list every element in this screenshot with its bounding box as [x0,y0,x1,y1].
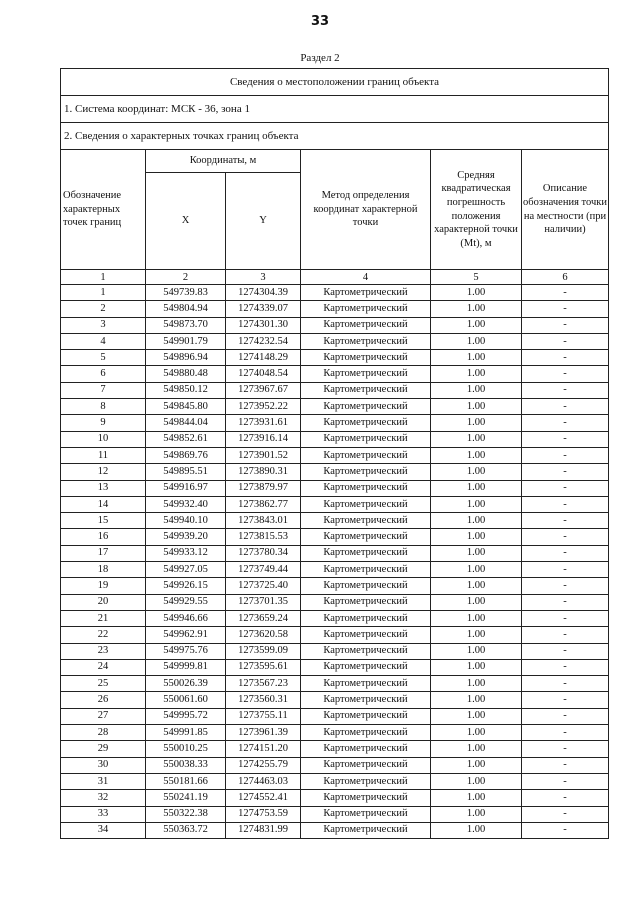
y-coordinate-cell: 1273862.77 [226,496,301,512]
table-row [61,317,609,333]
error-cell: 1.00 [431,578,522,594]
description-cell: - [522,431,609,447]
error-cell: 1.00 [431,676,522,692]
point-number-cell: 6 [61,366,146,382]
error-cell: 1.00 [431,480,522,496]
description-cell: - [522,708,609,724]
error-cell: 1.00 [431,627,522,643]
x-coordinate-cell: 549975.76 [146,643,226,659]
error-cell: 1.00 [431,594,522,610]
header-error: Средняя квадратическая погрешность положения характерной точки (Mt), м [431,150,522,270]
point-number-cell: 23 [61,643,146,659]
description-cell: - [522,496,609,512]
point-number-cell: 1 [61,285,146,301]
method-cell: Картометрический [301,806,431,822]
method-cell: Картометрический [301,431,431,447]
method-cell: Картометрический [301,610,431,626]
method-cell: Картометрический [301,692,431,708]
point-number-cell: 24 [61,659,146,675]
y-coordinate-cell: 1273952.22 [226,399,301,415]
header-x: X [146,173,226,270]
point-number-cell: 33 [61,806,146,822]
point-number-cell: 9 [61,415,146,431]
x-coordinate-cell: 549901.79 [146,333,226,349]
method-cell: Картометрический [301,447,431,463]
y-coordinate-cell: 1274232.54 [226,333,301,349]
x-coordinate-cell: 549869.76 [146,447,226,463]
table-row [61,415,609,431]
x-coordinate-cell: 549850.12 [146,382,226,398]
table-row [61,806,609,822]
column-number: 2 [146,270,226,285]
point-number-cell: 10 [61,431,146,447]
description-cell: - [522,806,609,822]
y-coordinate-cell: 1273890.31 [226,464,301,480]
x-coordinate-cell: 550026.39 [146,676,226,692]
description-cell: - [522,773,609,789]
table-row [61,610,609,626]
point-number-cell: 16 [61,529,146,545]
y-coordinate-cell: 1274304.39 [226,285,301,301]
point-number-cell: 13 [61,480,146,496]
x-coordinate-cell: 549844.04 [146,415,226,431]
boundary-points-table [60,68,609,839]
description-cell: - [522,659,609,675]
description-cell: - [522,333,609,349]
method-cell: Картометрический [301,545,431,561]
error-cell: 1.00 [431,822,522,838]
table-row [61,464,609,480]
method-cell: Картометрический [301,659,431,675]
y-coordinate-cell: 1274831.99 [226,822,301,838]
method-cell: Картометрический [301,578,431,594]
point-number-cell: 11 [61,447,146,463]
method-cell: Картометрический [301,366,431,382]
section-label: Раздел 2 [300,52,340,64]
error-cell: 1.00 [431,529,522,545]
method-cell: Картометрический [301,643,431,659]
description-cell: - [522,317,609,333]
table-row [61,692,609,708]
description-cell: - [522,301,609,317]
table-row [61,529,609,545]
table-row [61,822,609,838]
y-coordinate-cell: 1273599.09 [226,643,301,659]
table-row [61,773,609,789]
y-coordinate-cell: 1273931.61 [226,415,301,431]
table-row [61,496,609,512]
description-cell: - [522,464,609,480]
error-cell: 1.00 [431,562,522,578]
method-cell: Картометрический [301,399,431,415]
description-cell: - [522,350,609,366]
method-cell: Картометрический [301,333,431,349]
method-cell: Картометрический [301,513,431,529]
error-cell: 1.00 [431,757,522,773]
error-cell: 1.00 [431,415,522,431]
table-row [61,578,609,594]
table-row [61,431,609,447]
x-coordinate-cell: 549929.55 [146,594,226,610]
x-coordinate-cell: 549895.51 [146,464,226,480]
y-coordinate-cell: 1273916.14 [226,431,301,447]
y-coordinate-cell: 1273815.53 [226,529,301,545]
x-coordinate-cell: 549926.15 [146,578,226,594]
y-coordinate-cell: 1273701.35 [226,594,301,610]
x-coordinate-cell: 549873.70 [146,317,226,333]
description-cell: - [522,594,609,610]
point-number-cell: 12 [61,464,146,480]
point-number-cell: 26 [61,692,146,708]
table-row [61,350,609,366]
method-cell: Картометрический [301,741,431,757]
coordinate-system: 1. Система координат: МСК - 36, зона 1 [61,96,609,123]
description-cell: - [522,725,609,741]
point-number-cell: 19 [61,578,146,594]
x-coordinate-cell: 549845.80 [146,399,226,415]
error-cell: 1.00 [431,301,522,317]
column-number: 3 [226,270,301,285]
point-number-cell: 30 [61,757,146,773]
method-cell: Картометрический [301,529,431,545]
column-number: 5 [431,270,522,285]
error-cell: 1.00 [431,333,522,349]
y-coordinate-cell: 1274463.03 [226,773,301,789]
table-row [61,790,609,806]
method-cell: Картометрический [301,415,431,431]
y-coordinate-cell: 1274301.30 [226,317,301,333]
point-number-cell: 2 [61,301,146,317]
description-cell: - [522,790,609,806]
description-cell: - [522,285,609,301]
error-cell: 1.00 [431,741,522,757]
description-cell: - [522,643,609,659]
table-row [61,676,609,692]
method-cell: Картометрический [301,562,431,578]
method-cell: Картометрический [301,725,431,741]
x-coordinate-cell: 550010.25 [146,741,226,757]
method-cell: Картометрический [301,301,431,317]
x-coordinate-cell: 550322.38 [146,806,226,822]
page-number: 33 [310,14,330,29]
error-cell: 1.00 [431,431,522,447]
y-coordinate-cell: 1273749.44 [226,562,301,578]
y-coordinate-cell: 1273879.97 [226,480,301,496]
description-cell: - [522,822,609,838]
table-row [61,594,609,610]
header-method: Метод определения координат характерной точки [301,150,431,270]
points-caption: 2. Сведения о характерных точках границ объекта [61,123,609,150]
error-cell: 1.00 [431,708,522,724]
y-coordinate-cell: 1273620.58 [226,627,301,643]
description-cell: - [522,578,609,594]
y-coordinate-cell: 1273560.31 [226,692,301,708]
column-number: 1 [61,270,146,285]
header-designation: Обозначение характерных точек границ [61,150,146,270]
point-number-cell: 21 [61,610,146,626]
description-cell: - [522,692,609,708]
point-number-cell: 31 [61,773,146,789]
error-cell: 1.00 [431,610,522,626]
x-coordinate-cell: 550181.66 [146,773,226,789]
x-coordinate-cell: 549962.91 [146,627,226,643]
x-coordinate-cell: 549999.81 [146,659,226,675]
error-cell: 1.00 [431,643,522,659]
point-number-cell: 28 [61,725,146,741]
point-number-cell: 5 [61,350,146,366]
method-cell: Картометрический [301,480,431,496]
point-number-cell: 3 [61,317,146,333]
table-row [61,562,609,578]
point-number-cell: 8 [61,399,146,415]
y-coordinate-cell: 1273659.24 [226,610,301,626]
table-row [61,659,609,675]
y-coordinate-cell: 1273780.34 [226,545,301,561]
method-cell: Картометрический [301,594,431,610]
error-cell: 1.00 [431,447,522,463]
x-coordinate-cell: 549739.83 [146,285,226,301]
error-cell: 1.00 [431,790,522,806]
method-cell: Картометрический [301,773,431,789]
x-coordinate-cell: 549852.61 [146,431,226,447]
x-coordinate-cell: 549940.10 [146,513,226,529]
error-cell: 1.00 [431,317,522,333]
method-cell: Картометрический [301,822,431,838]
y-coordinate-cell: 1274255.79 [226,757,301,773]
point-number-cell: 17 [61,545,146,561]
header-coordinates: Координаты, м [146,150,301,173]
table-row [61,399,609,415]
description-cell: - [522,447,609,463]
error-cell: 1.00 [431,773,522,789]
table-row [61,741,609,757]
table-row [61,708,609,724]
description-cell: - [522,529,609,545]
header-y: Y [226,173,301,270]
x-coordinate-cell: 549946.66 [146,610,226,626]
table-row [61,382,609,398]
column-number: 6 [522,270,609,285]
y-coordinate-cell: 1273961.39 [226,725,301,741]
description-cell: - [522,676,609,692]
table-body [61,285,609,839]
table-row [61,627,609,643]
error-cell: 1.00 [431,285,522,301]
table-title: Сведения о местоположении границ объекта [61,69,609,96]
description-cell: - [522,757,609,773]
method-cell: Картометрический [301,382,431,398]
method-cell: Картометрический [301,790,431,806]
method-cell: Картометрический [301,464,431,480]
x-coordinate-cell: 549932.40 [146,496,226,512]
x-coordinate-cell: 549995.72 [146,708,226,724]
error-cell: 1.00 [431,464,522,480]
method-cell: Картометрический [301,708,431,724]
y-coordinate-cell: 1274151.20 [226,741,301,757]
table-row [61,513,609,529]
error-cell: 1.00 [431,513,522,529]
method-cell: Картометрический [301,350,431,366]
y-coordinate-cell: 1273595.61 [226,659,301,675]
x-coordinate-cell: 549991.85 [146,725,226,741]
point-number-cell: 15 [61,513,146,529]
x-coordinate-cell: 549927.05 [146,562,226,578]
y-coordinate-cell: 1273843.01 [226,513,301,529]
error-cell: 1.00 [431,692,522,708]
x-coordinate-cell: 549880.48 [146,366,226,382]
point-number-cell: 34 [61,822,146,838]
description-cell: - [522,382,609,398]
description-cell: - [522,480,609,496]
method-cell: Картометрический [301,676,431,692]
x-coordinate-cell: 549804.94 [146,301,226,317]
point-number-cell: 20 [61,594,146,610]
description-cell: - [522,399,609,415]
column-number: 4 [301,270,431,285]
point-number-cell: 14 [61,496,146,512]
y-coordinate-cell: 1274339.07 [226,301,301,317]
y-coordinate-cell: 1274048.54 [226,366,301,382]
table-row [61,545,609,561]
table-row [61,366,609,382]
table-row [61,285,609,301]
point-number-cell: 7 [61,382,146,398]
y-coordinate-cell: 1273901.52 [226,447,301,463]
y-coordinate-cell: 1273725.40 [226,578,301,594]
table-row [61,725,609,741]
x-coordinate-cell: 549933.12 [146,545,226,561]
y-coordinate-cell: 1273755.11 [226,708,301,724]
error-cell: 1.00 [431,545,522,561]
error-cell: 1.00 [431,399,522,415]
table-row [61,643,609,659]
y-coordinate-cell: 1273967.67 [226,382,301,398]
table-row [61,447,609,463]
method-cell: Картометрический [301,317,431,333]
y-coordinate-cell: 1273567.23 [226,676,301,692]
point-number-cell: 32 [61,790,146,806]
table-row [61,757,609,773]
point-number-cell: 4 [61,333,146,349]
description-cell: - [522,545,609,561]
table-row [61,480,609,496]
description-cell: - [522,415,609,431]
x-coordinate-cell: 550241.19 [146,790,226,806]
x-coordinate-cell: 550061.60 [146,692,226,708]
method-cell: Картометрический [301,496,431,512]
x-coordinate-cell: 550038.33 [146,757,226,773]
method-cell: Картометрический [301,627,431,643]
point-number-cell: 18 [61,562,146,578]
description-cell: - [522,610,609,626]
point-number-cell: 22 [61,627,146,643]
table-row [61,333,609,349]
point-number-cell: 25 [61,676,146,692]
error-cell: 1.00 [431,366,522,382]
x-coordinate-cell: 550363.72 [146,822,226,838]
error-cell: 1.00 [431,659,522,675]
table-row [61,301,609,317]
description-cell: - [522,627,609,643]
y-coordinate-cell: 1274753.59 [226,806,301,822]
error-cell: 1.00 [431,382,522,398]
x-coordinate-cell: 549939.20 [146,529,226,545]
error-cell: 1.00 [431,725,522,741]
column-numbers-row [61,270,609,285]
x-coordinate-cell: 549896.94 [146,350,226,366]
description-cell: - [522,741,609,757]
error-cell: 1.00 [431,496,522,512]
description-cell: - [522,513,609,529]
header-description: Описание обозначения точки на местности (при наличии) [522,150,609,270]
description-cell: - [522,366,609,382]
point-number-cell: 27 [61,708,146,724]
y-coordinate-cell: 1274552.41 [226,790,301,806]
point-number-cell: 29 [61,741,146,757]
x-coordinate-cell: 549916.97 [146,480,226,496]
error-cell: 1.00 [431,350,522,366]
method-cell: Картометрический [301,757,431,773]
method-cell: Картометрический [301,285,431,301]
error-cell: 1.00 [431,806,522,822]
y-coordinate-cell: 1274148.29 [226,350,301,366]
description-cell: - [522,562,609,578]
